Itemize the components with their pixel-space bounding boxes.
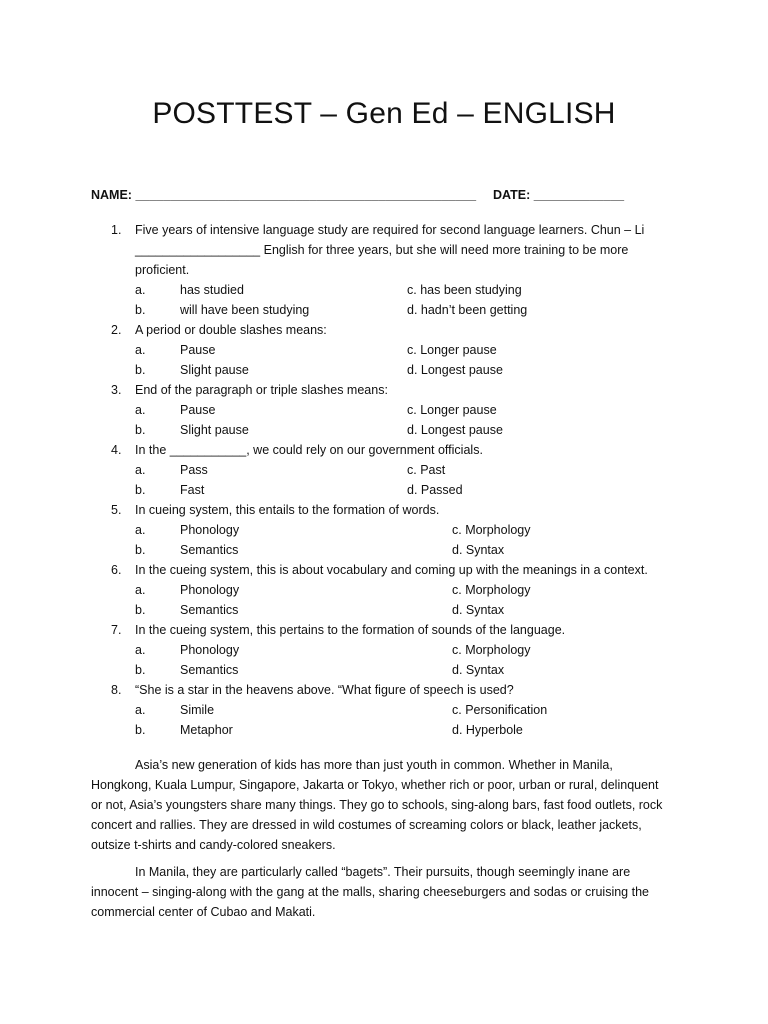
option-b: Fast bbox=[180, 483, 205, 497]
option-c: c. Past bbox=[407, 463, 446, 477]
option-a: Phonology bbox=[180, 643, 240, 657]
option-c: c. Morphology bbox=[452, 583, 531, 597]
question-6 bbox=[0, 560, 768, 620]
option-a: has studied bbox=[180, 283, 244, 297]
reading-passage bbox=[91, 755, 671, 929]
option-row bbox=[0, 420, 768, 440]
question-1 bbox=[0, 220, 768, 320]
option-b: Metaphor bbox=[180, 723, 233, 737]
option-letter: a. bbox=[135, 463, 146, 477]
question-number: 7. bbox=[111, 623, 122, 637]
question-number: 1. bbox=[111, 223, 122, 237]
option-a: Pause bbox=[180, 403, 216, 417]
option-d: d. Syntax bbox=[452, 603, 505, 617]
option-d: d. Syntax bbox=[452, 543, 505, 557]
question-text: In the cueing system, this pertains to the formation of sounds of the language. bbox=[135, 623, 566, 637]
option-letter: a. bbox=[135, 583, 146, 597]
question-5 bbox=[0, 500, 768, 560]
question-text: A period or double slashes means: bbox=[135, 323, 327, 337]
question-number: 3. bbox=[111, 383, 122, 397]
option-c: c. has been studying bbox=[407, 283, 522, 297]
option-letter: a. bbox=[135, 703, 146, 717]
option-row bbox=[0, 640, 768, 660]
question-number: 2. bbox=[111, 323, 122, 337]
option-row bbox=[0, 700, 768, 720]
option-d: d. Longest pause bbox=[407, 423, 503, 437]
question-text: End of the paragraph or triple slashes means: bbox=[135, 383, 388, 397]
passage-paragraph: In Manila, they are particularly called “bagets”. Their pursuits, though seemingly inane are innocent – singing-along with the gang at the malls, sharing cheeseburgers and sodas or cruising the commercial center of Cubao and Makati. bbox=[91, 865, 649, 919]
option-a: Pause bbox=[180, 343, 216, 357]
option-c: c. Personification bbox=[452, 703, 548, 717]
option-b: Slight pause bbox=[180, 363, 249, 377]
option-letter: b. bbox=[135, 603, 146, 617]
option-c: c. Morphology bbox=[452, 523, 531, 537]
question-number: 6. bbox=[111, 563, 122, 577]
option-letter: a. bbox=[135, 283, 146, 297]
option-c: c. Morphology bbox=[452, 643, 531, 657]
option-a: Simile bbox=[180, 703, 215, 717]
option-a: Phonology bbox=[180, 523, 240, 537]
option-letter: b. bbox=[135, 363, 146, 377]
date-field: DATE: _____________ bbox=[493, 188, 625, 202]
question-4 bbox=[0, 440, 768, 500]
option-letter: b. bbox=[135, 723, 146, 737]
passage-paragraph: Asia’s new generation of kids has more than just youth in common. Whether in Manila, Hongkong, Kuala Lumpur, Singapore, Jakarta or Tokyo, whether rich or poor, urban or rural, delinquent or not, Asia’s youngsters share many things. They go to schools, sing-along bars, fast food outlets, rock concert and rallies. They are dressed in wild costumes of screaming colors or black, leather jackets, outsize t-shirts and candy-colored sneakers. bbox=[91, 758, 663, 852]
question-text: In the ___________, we could rely on our government officials. bbox=[135, 443, 483, 457]
option-d: d. Longest pause bbox=[407, 363, 503, 377]
option-a: Phonology bbox=[180, 583, 240, 597]
option-row bbox=[0, 340, 768, 360]
option-row bbox=[0, 580, 768, 600]
option-b: will have been studying bbox=[180, 303, 310, 317]
option-row bbox=[0, 360, 768, 380]
option-row bbox=[0, 280, 768, 300]
option-row bbox=[0, 400, 768, 420]
question-list bbox=[0, 220, 768, 740]
page-title: POSTTEST – Gen Ed – ENGLISH bbox=[152, 97, 616, 130]
option-c: c. Longer pause bbox=[407, 403, 497, 417]
option-d: d. Passed bbox=[407, 483, 463, 497]
option-row bbox=[0, 480, 768, 500]
question-number: 5. bbox=[111, 503, 122, 517]
question-number: 8. bbox=[111, 683, 122, 697]
option-d: d. Syntax bbox=[452, 663, 505, 677]
option-letter: b. bbox=[135, 483, 146, 497]
option-b: Semantics bbox=[180, 543, 239, 557]
question-text: Five years of intensive language study are required for second language learners. Chun – Li __________________ English for three years, but she will need more training to be more proficient. bbox=[135, 223, 645, 277]
option-letter: b. bbox=[135, 423, 146, 437]
option-row bbox=[0, 300, 768, 320]
header-fields bbox=[91, 188, 691, 202]
option-b: Slight pause bbox=[180, 423, 249, 437]
question-8 bbox=[0, 680, 768, 740]
option-letter: a. bbox=[135, 343, 146, 357]
question-number: 4. bbox=[111, 443, 122, 457]
option-b: Semantics bbox=[180, 663, 239, 677]
option-row bbox=[0, 460, 768, 480]
question-text: In cueing system, this entails to the formation of words. bbox=[135, 503, 440, 517]
option-letter: a. bbox=[135, 523, 146, 537]
name-field: NAME: _________________________________________________ bbox=[91, 188, 477, 202]
option-row bbox=[0, 520, 768, 540]
question-3 bbox=[0, 380, 768, 440]
question-2 bbox=[0, 320, 768, 380]
option-a: Pass bbox=[180, 463, 208, 477]
option-letter: b. bbox=[135, 543, 146, 557]
option-b: Semantics bbox=[180, 603, 239, 617]
option-row bbox=[0, 660, 768, 680]
option-d: d. Hyperbole bbox=[452, 723, 523, 737]
option-row bbox=[0, 540, 768, 560]
option-letter: b. bbox=[135, 663, 146, 677]
option-c: c. Longer pause bbox=[407, 343, 497, 357]
option-letter: a. bbox=[135, 643, 146, 657]
question-text: “She is a star in the heavens above. “What figure of speech is used? bbox=[135, 683, 514, 697]
option-letter: a. bbox=[135, 403, 146, 417]
option-row bbox=[0, 720, 768, 740]
question-7 bbox=[0, 620, 768, 680]
option-letter: b. bbox=[135, 303, 146, 317]
option-row bbox=[0, 600, 768, 620]
question-text: In the cueing system, this is about vocabulary and coming up with the meanings in a context. bbox=[135, 563, 648, 577]
option-d: d. hadn’t been getting bbox=[407, 303, 528, 317]
